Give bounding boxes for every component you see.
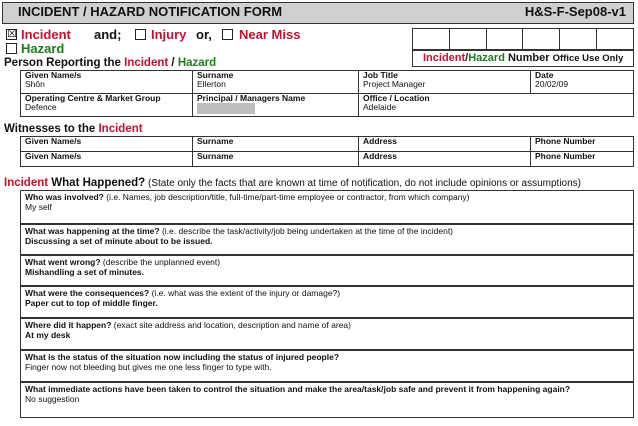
witness-given-cell[interactable]: Given Name/s bbox=[21, 137, 193, 152]
witness-phone-cell[interactable]: Phone Number bbox=[531, 137, 634, 152]
reporter-heading: Person Reporting the Incident / Hazard bbox=[4, 57, 217, 69]
near-miss-label: Near Miss bbox=[239, 27, 301, 42]
operating-centre-cell[interactable]: Operating Centre & Market Group Defence bbox=[21, 94, 193, 117]
hazard-checkbox[interactable] bbox=[6, 43, 17, 54]
witnesses-heading: Witnesses to the Incident bbox=[4, 123, 143, 135]
hazard-label: Hazard bbox=[21, 41, 65, 56]
given-name-cell[interactable]: Given Name/s Shôn bbox=[21, 71, 193, 94]
or-text: or, bbox=[196, 27, 212, 42]
question-actions[interactable]: What immediate actions have been taken to control the situation and make the area/task/job safe and prevent it from happening again? No suggestion bbox=[20, 382, 634, 418]
witness-phone-cell[interactable]: Phone Number bbox=[531, 152, 634, 167]
question-happening[interactable]: What was happening at the time? (i.e. describe the task/activity/job being undertaken at the time of the incident) Discussing a set of minute about to be issued. bbox=[20, 224, 634, 255]
what-happened-heading: Incident What Happened? (State only the facts that are known at time of notification, do not include opinions or assumptions) bbox=[4, 177, 582, 189]
form-title: INCIDENT / HAZARD NOTIFICATION FORM bbox=[18, 4, 283, 19]
principal-manager-cell[interactable]: Principal / Managers Name bbox=[193, 94, 359, 117]
near-miss-checkbox[interactable] bbox=[222, 29, 233, 40]
and-text: and; bbox=[94, 27, 122, 42]
question-who[interactable]: Who was involved? (i.e. Names, job description/title, full-time/part-time employee or contractor, from which company) My self bbox=[20, 190, 634, 224]
reporter-table bbox=[20, 70, 634, 117]
witness-surname-cell[interactable]: Surname bbox=[193, 137, 359, 152]
question-where[interactable]: Where did it happen? (exact site address and location, description and name of area) At my desk bbox=[20, 318, 634, 350]
incident-hazard-number-label: Incident/Hazard Number Office Use Only bbox=[412, 50, 634, 67]
question-went-wrong[interactable]: What went wrong? (describe the unplanned event) Mishandling a set of minutes. bbox=[20, 255, 634, 286]
form-code: H&S-F-Sep08-v1 bbox=[524, 4, 626, 19]
incident-label: Incident bbox=[21, 27, 71, 42]
date-cell[interactable]: Date 20/02/09 bbox=[531, 71, 634, 94]
witnesses-table bbox=[20, 136, 634, 167]
witness-given-cell[interactable]: Given Name/s bbox=[21, 152, 193, 167]
question-consequences[interactable]: What were the consequences? (i.e. what was the extent of the injury or damage?) Paper cut to top of middle finger. bbox=[20, 286, 634, 318]
witness-address-cell[interactable]: Address bbox=[359, 152, 531, 167]
incident-checkbox[interactable]: ☒ bbox=[7, 28, 17, 40]
surname-cell[interactable]: Surname Ellerton bbox=[193, 71, 359, 94]
job-title-cell[interactable]: Job Title Project Manager bbox=[359, 71, 531, 94]
redacted-block bbox=[197, 103, 255, 114]
injury-label: Injury bbox=[151, 27, 187, 42]
injury-checkbox[interactable] bbox=[135, 29, 146, 40]
witness-address-cell[interactable]: Address bbox=[359, 137, 531, 152]
office-location-cell[interactable]: Office / Location Adelaide bbox=[359, 94, 634, 117]
question-status[interactable]: What is the status of the situation now including the status of injured people? Finger now not bleeding but gives me one less finger to type with. bbox=[20, 350, 634, 382]
witness-surname-cell[interactable]: Surname bbox=[193, 152, 359, 167]
office-number-grid bbox=[412, 28, 634, 50]
